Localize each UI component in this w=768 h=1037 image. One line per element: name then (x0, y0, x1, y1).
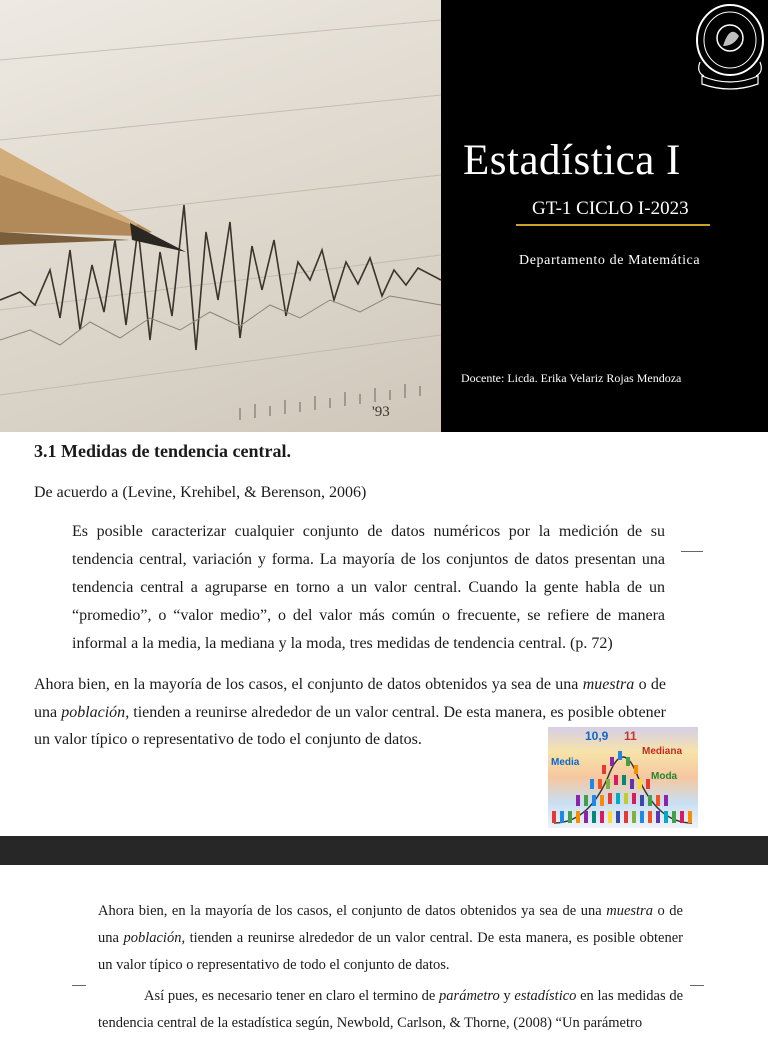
text-span: y (499, 988, 515, 1004)
mediana-label: Mediana (642, 746, 683, 757)
teacher-label: Docente: Licda. Erika Velariz Rojas Mendoza (461, 371, 682, 385)
block-quote: Es posible caracterizar cualquier conjunto de datos numéricos por la medición de su tendencia central, variación y forma. La mayoría de los conjuntos de datos presentan una tendencia central a agruparse en torno a un valor central. Cuando la gente habla de un “promedio”, o “valor medio”, o del valor más común o frecuente, se refiere de manera informal a la media, la mediana y la moda, tres medidas de tendencia central. (p. 72) (72, 523, 665, 652)
text-span: Así pues, es necesario tener en claro el termino de (144, 988, 440, 1004)
italic-term: parámetro (439, 988, 500, 1004)
italic-term: muestra (582, 676, 635, 693)
margin-dash-right (690, 985, 704, 986)
italic-term: estadístico (514, 988, 577, 1004)
page-divider (0, 836, 768, 865)
text-span: Ahora bien, en la mayoría de los casos, el conjunto de datos obtenidos ya sea de una (34, 676, 583, 693)
university-seal-logo (694, 2, 766, 94)
value-label-1: 10,9 (585, 729, 609, 743)
title-panel (441, 0, 768, 432)
page2-paragraph (98, 898, 683, 979)
section-heading: 3.1 Medidas de tendencia central. (34, 441, 291, 461)
department-label: Departamento de Matemática (519, 253, 701, 268)
text-span: , tienden a reunirse alrededor de un valor central. De esta manera, es posible obtener un valor típico o representativo de todo el conjunto de datos. (98, 930, 683, 973)
media-label: Media (551, 757, 580, 768)
text-span: en las medidas de tendencia central de la estadística según, Newbold, Carlson, & Thorne, (2008) “Un parámetro (98, 988, 684, 1031)
italic-term: población (61, 703, 126, 721)
cover-slide (0, 0, 768, 432)
margin-dash-left (72, 985, 86, 986)
margin-dash (681, 551, 703, 552)
document-title: Estadística I (463, 137, 681, 184)
value-label-2: 11 (624, 729, 637, 743)
text-span: o de una (34, 676, 666, 721)
photo-illustration (0, 0, 441, 432)
moda-label: Moda (651, 771, 678, 782)
mean-median-mode-image (548, 727, 698, 828)
pencil-chart-photo (0, 0, 441, 432)
text-span: o de una (98, 903, 683, 946)
intro-line: De acuerdo a (Levine, Krehibel, & Berenson, 2006) (34, 484, 367, 501)
italic-term: población (123, 930, 182, 946)
text-span: Ahora bien, en la mayoría de los casos, el conjunto de datos obtenidos ya sea de una (98, 903, 607, 919)
photo-year-label: '93 (372, 404, 390, 420)
course-group-label: GT-1 CICLO I-2023 (532, 198, 689, 219)
title-underline (516, 224, 710, 226)
page2-paragraph-2 (98, 983, 683, 1037)
text-span: , tienden a reunirse alrededor de un valor central. De esta manera, es posible obtener un valor típico o representativo de todo el conjunto de datos. (34, 703, 667, 748)
italic-term: muestra (606, 903, 653, 919)
